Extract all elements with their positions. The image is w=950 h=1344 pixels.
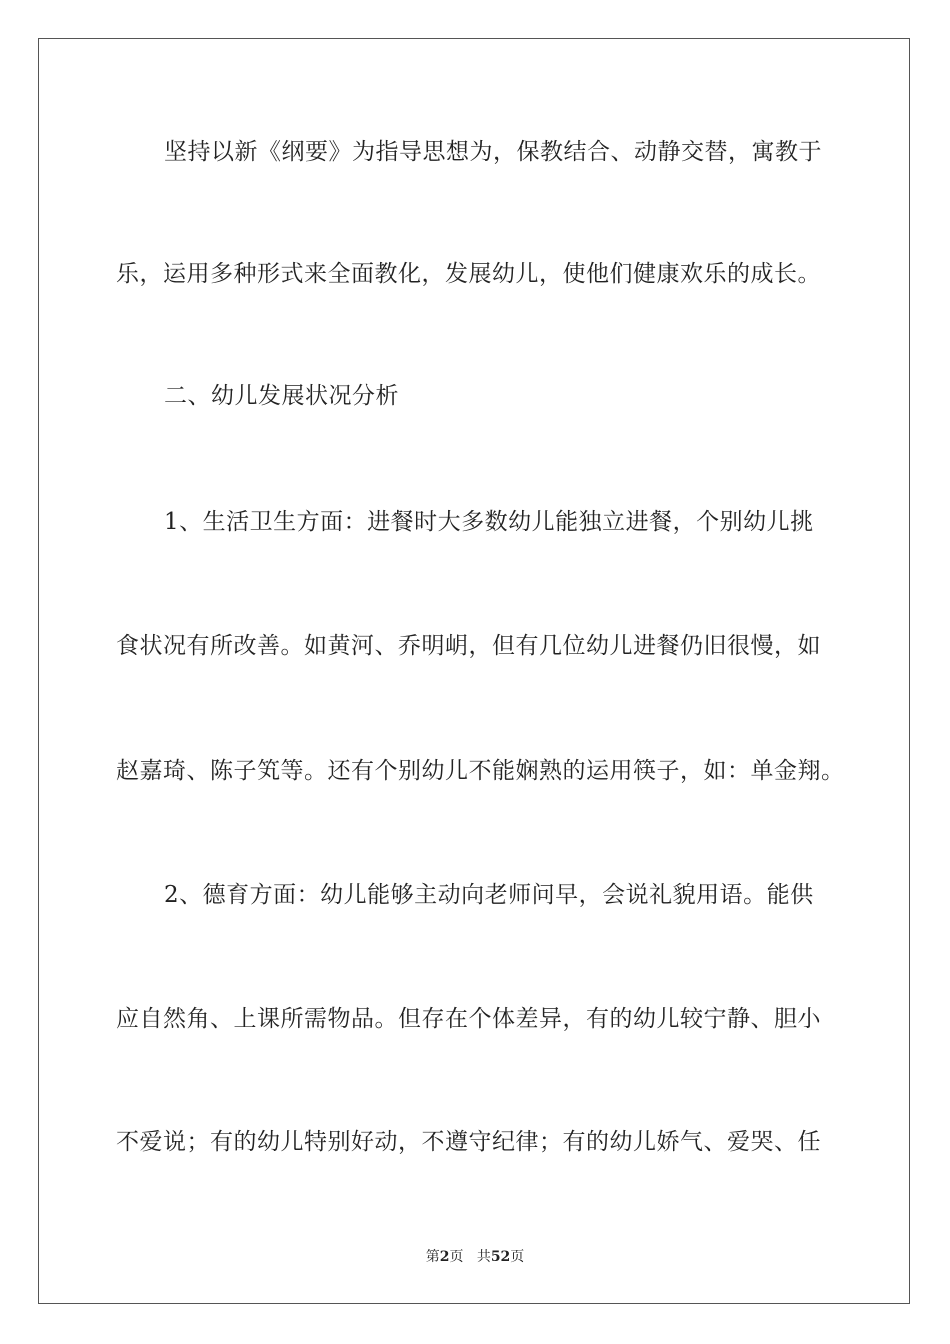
paragraph-line-9: 不爱说；有的幼儿特别好动，不遵守纪律；有的幼儿娇气、爱哭、任 xyxy=(116,1129,821,1155)
paragraph-line-8: 应自然角、上课所需物品。但存在个体差异，有的幼儿较宁静、胆小 xyxy=(116,1006,821,1032)
paragraph-line-2: 乐，运用多种形式来全面教化，发展幼儿，使他们健康欢乐的成长。 xyxy=(116,261,821,287)
footer-total-pages: 52 xyxy=(490,1249,511,1265)
paragraph-line-7: 2、德育方面：幼儿能够主动向老师问早，会说礼貌用语。能供 xyxy=(164,882,814,908)
footer-page-number: 2 xyxy=(439,1249,450,1265)
section-heading: 二、幼儿发展状况分析 xyxy=(164,383,399,409)
paragraph-line-4: 1、生活卫生方面：进餐时大多数幼儿能独立进餐，个别幼儿挑 xyxy=(164,509,814,535)
paragraph-line-5: 食状况有所改善。如黄河、乔明岄，但有几位幼儿进餐仍旧很慢，如 xyxy=(116,633,821,659)
footer-total-prefix: 共 xyxy=(476,1249,491,1265)
paragraph-line-1: 坚持以新《纲要》为指导思想为，保教结合、动静交替，寓教于 xyxy=(164,139,822,165)
footer-prefix: 第 xyxy=(425,1249,440,1265)
footer-total-suffix: 页 xyxy=(510,1249,525,1265)
page-border xyxy=(38,38,910,1304)
page-footer xyxy=(0,1248,950,1266)
footer-page-suffix: 页 xyxy=(449,1249,464,1265)
paragraph-line-6: 赵嘉琦、陈子笂等。还有个别幼儿不能娴熟的运用筷子，如：单金翔。 xyxy=(116,758,845,784)
